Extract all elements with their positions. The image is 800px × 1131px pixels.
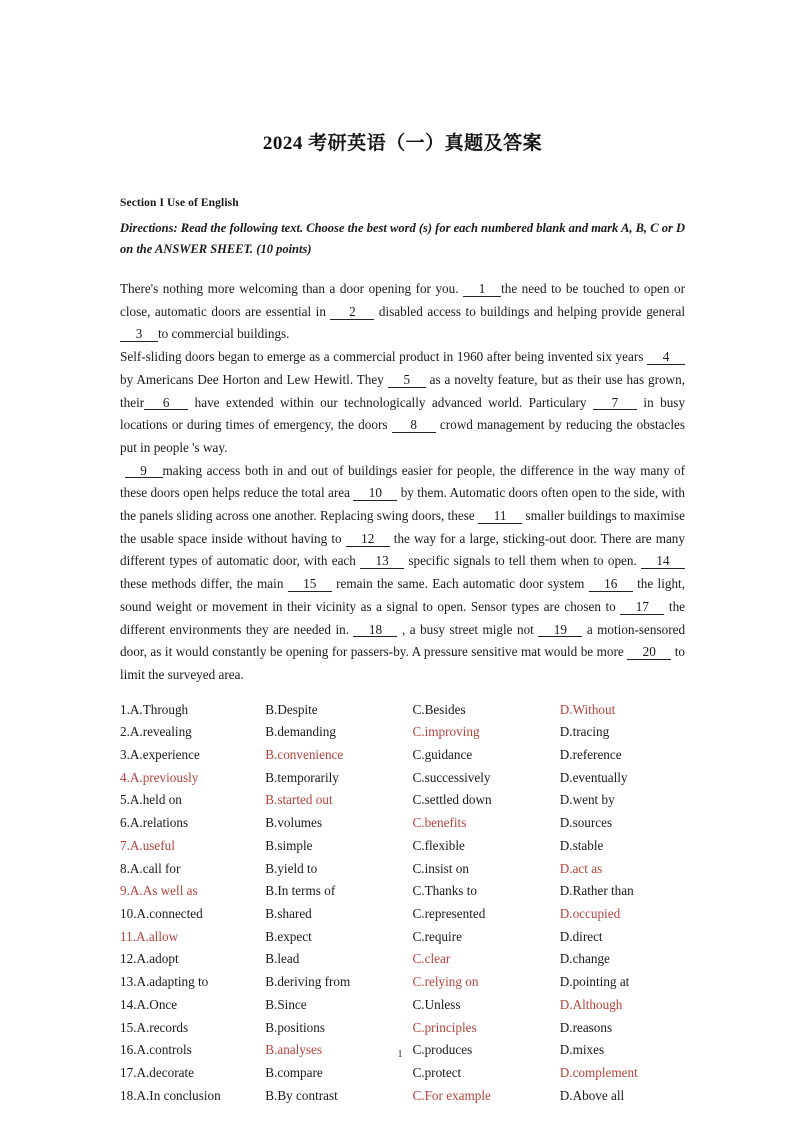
option-choice-correct[interactable]: D.occupied	[559, 905, 621, 921]
option-choice[interactable]: B.lead	[265, 951, 300, 967]
option-choice-correct[interactable]: D.Without	[559, 701, 616, 717]
passage-text: , a busy street migle not	[401, 621, 534, 637]
option-choice-correct[interactable]: C.relying on	[412, 974, 479, 990]
option-choice[interactable]: B.shared	[265, 905, 312, 921]
passage-text: to commercial buildings.	[158, 326, 290, 342]
passage-text: have extended within our technologically advanced world. Particulary	[194, 394, 587, 410]
blank-5: 5	[388, 373, 426, 388]
page-title: 2024 考研英语（一）真题及答案	[262, 133, 543, 154]
option-choice[interactable]: B.In terms of	[265, 883, 336, 899]
option-row	[120, 721, 685, 744]
option-choice-correct[interactable]: B.started out	[265, 792, 333, 808]
option-choice[interactable]: D.mixes	[559, 1042, 605, 1058]
blank-10: 10	[353, 486, 397, 501]
passage-text: to limit the surveyed area.	[120, 644, 685, 682]
option-choice[interactable]: B.Since	[265, 996, 307, 1012]
option-choice-correct[interactable]: B.convenience	[265, 747, 344, 763]
blank-4: 4	[647, 350, 685, 365]
page-number: 1	[397, 1048, 403, 1060]
option-choice[interactable]: B.By contrast	[265, 1087, 338, 1103]
passage-paragraph-2	[120, 346, 685, 460]
option-choice[interactable]: B.simple	[265, 837, 313, 853]
option-choice[interactable]: C.protect	[412, 1064, 462, 1080]
option-choice[interactable]: C.Unless	[412, 996, 461, 1012]
passage-text: specific signals to tell them when to open.	[408, 553, 637, 569]
blank-14: 14	[641, 554, 685, 569]
passage-text: the need to be touched to open or close, automatic doors are essential in	[120, 281, 685, 319]
passage-text: the different environments they are needed in.	[120, 598, 686, 637]
option-choice-correct[interactable]: 11.A.allow	[120, 928, 179, 944]
blank-17: 17	[620, 600, 664, 615]
blank-13: 13	[360, 554, 404, 569]
option-choice[interactable]: C.represented	[412, 905, 486, 921]
option-choice[interactable]: 15.A.records	[120, 1019, 189, 1035]
passage-text: smaller buildings to maximise the usable space inside without having to	[120, 508, 686, 546]
section-heading: Section I Use of English	[120, 197, 239, 209]
option-row	[120, 789, 685, 812]
option-choice[interactable]: C.successively	[412, 769, 491, 785]
passage-text: the way for a large, sticking-out door. There are many different types of automatic door, with each	[120, 530, 685, 569]
blank-15: 15	[288, 577, 332, 592]
page-content	[120, 0, 685, 1107]
option-choice[interactable]: D.Rather than	[559, 883, 634, 899]
blank-12: 12	[346, 532, 390, 547]
passage-text: remain the same. Each automatic door system	[336, 576, 585, 592]
option-choice[interactable]: B.compare	[265, 1064, 323, 1080]
option-choice[interactable]: B.volumes	[265, 815, 323, 831]
option-row	[120, 880, 685, 903]
option-choice[interactable]: 14.A.Once	[120, 996, 178, 1012]
option-choice[interactable]: 12.A.adopt	[120, 951, 179, 967]
option-choice[interactable]: B.Despite	[265, 701, 318, 717]
blank-18: 18	[353, 623, 397, 638]
option-choice[interactable]: 3.A.experience	[120, 747, 200, 763]
option-choice[interactable]: C.settled down	[412, 792, 492, 808]
option-choice[interactable]: D.stable	[559, 837, 604, 853]
option-row	[120, 812, 685, 835]
option-row	[120, 1017, 685, 1040]
passage-paragraph-1	[120, 278, 685, 346]
option-choice-correct[interactable]: 7.A.useful	[120, 837, 175, 853]
option-choice[interactable]: C.produces	[412, 1042, 473, 1058]
option-row	[120, 971, 685, 994]
option-choice[interactable]: 6.A.relations	[120, 815, 189, 831]
option-choice[interactable]: 1.A.Through	[120, 701, 189, 717]
option-choice[interactable]: B.yield to	[265, 860, 318, 876]
directions-text: Directions: Read the following text. Choose the best word (s) for each numbered blank and mark A, B, C or D on the ANSWER SHEET. (10 points)	[120, 221, 685, 256]
blank-1: 1	[463, 282, 501, 297]
option-choice[interactable]: D.reference	[559, 747, 622, 763]
option-row	[120, 1085, 685, 1108]
option-choice[interactable]: D.Above all	[559, 1087, 625, 1103]
passage-text: disabled access to buildings and helping provide general	[378, 303, 686, 319]
option-row	[120, 903, 685, 926]
option-choice[interactable]: 5.A.held on	[120, 792, 182, 808]
blank-6: 6	[144, 396, 188, 411]
option-choice-correct[interactable]: C.clear	[412, 951, 451, 967]
option-row	[120, 948, 685, 971]
blank-7: 7	[593, 396, 637, 411]
option-choice-correct[interactable]: C.improving	[412, 724, 480, 740]
blank-11: 11	[478, 509, 522, 524]
option-choice-correct[interactable]: C.principles	[412, 1019, 477, 1035]
option-row	[120, 744, 685, 767]
passage-text: the light, sound weight or movement in their vicinity as a signal to open. Sensor types are chosen to	[120, 576, 686, 614]
option-choice[interactable]: 10.A.connected	[120, 905, 203, 921]
passage-text: these methods differ, the main	[120, 576, 284, 592]
option-choice[interactable]: C.Besides	[412, 701, 466, 717]
option-choice[interactable]: D.eventually	[559, 769, 628, 785]
option-choice[interactable]: C.guidance	[412, 747, 473, 763]
option-choice[interactable]: C.Thanks to	[412, 883, 477, 899]
option-choice[interactable]: C.flexible	[412, 837, 465, 853]
option-choice[interactable]: B.expect	[265, 928, 312, 944]
option-choice[interactable]: 17.A.decorate	[120, 1064, 194, 1080]
option-choice[interactable]: 2.A.revealing	[120, 724, 192, 740]
blank-16: 16	[589, 577, 633, 592]
option-choice-correct[interactable]: D.complement	[559, 1064, 638, 1080]
option-choice[interactable]: 13.A.adapting to	[120, 974, 209, 990]
option-row	[120, 858, 685, 881]
option-choice[interactable]: B.positions	[265, 1019, 325, 1035]
option-choice-correct[interactable]: D.Although	[559, 996, 623, 1012]
passage-text: a motion-sensored door, as it would constantly be opening for passers-by. A pressure sensitive mat would be more	[120, 621, 686, 660]
option-row	[120, 994, 685, 1017]
option-choice[interactable]: B.temporarily	[265, 769, 339, 785]
option-choice-correct[interactable]: D.act as	[559, 860, 603, 876]
blank-9: 9	[125, 464, 163, 479]
option-choice[interactable]: 18.A.In conclusion	[120, 1087, 221, 1103]
passage-text: making access both in and out of buildings easier for people, the difference in the way many of these doors open helps reduce the total area	[120, 462, 686, 501]
option-choice[interactable]: D.pointing at	[559, 974, 630, 990]
passage-text: in busy locations or during times of emergency, the doors	[120, 394, 686, 433]
passage-text: by Americans Dee Horton and Lew Hewitl. They	[120, 371, 384, 387]
passage-text: as a novelty feature, but as their use has grown, their	[120, 371, 686, 410]
option-choice[interactable]: D.reasons	[559, 1019, 613, 1035]
reading-passage	[120, 278, 685, 687]
option-row	[120, 767, 685, 790]
option-choice[interactable]: D.went by	[559, 792, 615, 808]
option-choice-correct[interactable]: C.benefits	[412, 815, 467, 831]
option-choice[interactable]: C.insist on	[412, 860, 469, 876]
passage-text: by them. Automatic doors often open to the side, with the panels sliding across one another. Replacing swing doors, these	[120, 485, 686, 524]
option-choice[interactable]: 8.A.call for	[120, 860, 181, 876]
passage-text: There's nothing more welcoming than a door opening for you.	[120, 281, 459, 296]
answer-options-list	[120, 699, 685, 1108]
blank-8: 8	[392, 418, 436, 433]
option-choice-correct[interactable]: 9.A.As well as	[120, 883, 198, 899]
option-choice-correct[interactable]: C.For example	[412, 1087, 491, 1103]
option-choice[interactable]: 16.A.controls	[120, 1042, 192, 1058]
blank-2: 2	[330, 305, 374, 320]
option-choice[interactable]: D.sources	[559, 815, 613, 831]
option-row	[120, 926, 685, 949]
option-choice-correct[interactable]: B.analyses	[265, 1042, 323, 1058]
option-choice[interactable]: C.require	[412, 928, 462, 944]
passage-paragraph-3	[120, 460, 685, 687]
blank-3: 3	[120, 327, 158, 342]
option-choice[interactable]: D.change	[559, 951, 610, 967]
option-row	[120, 1062, 685, 1085]
passage-text: crowd management by reducing the obstacles put in people 's way.	[120, 417, 685, 455]
option-choice[interactable]: B.deriving from	[265, 974, 351, 990]
option-choice[interactable]: B.demanding	[265, 724, 336, 740]
option-row	[120, 699, 685, 722]
blank-20: 20	[627, 645, 671, 660]
option-choice[interactable]: D.tracing	[559, 724, 610, 740]
option-row	[120, 835, 685, 858]
option-choice[interactable]: D.direct	[559, 928, 603, 944]
option-choice-correct[interactable]: 4.A.previously	[120, 769, 199, 785]
blank-19: 19	[538, 623, 582, 638]
passage-text: Self-sliding doors began to emerge as a commercial product in 1960 after being invented six years	[120, 349, 644, 365]
